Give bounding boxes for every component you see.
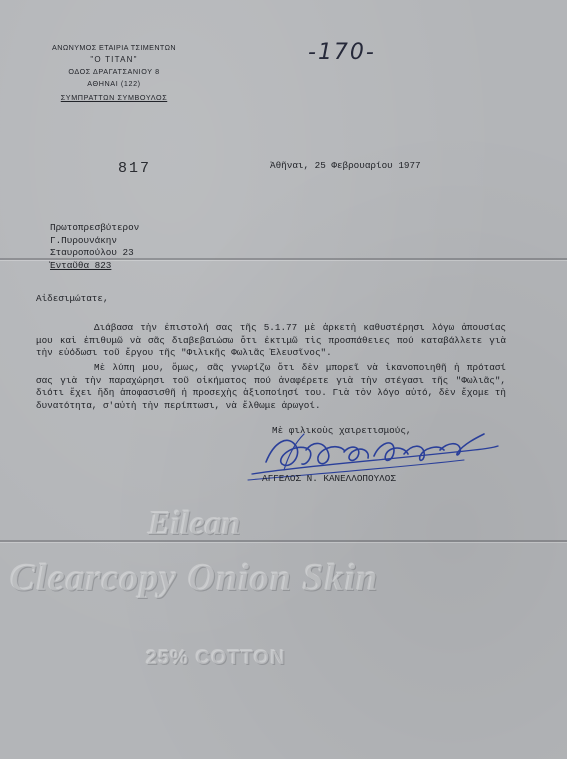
handwritten-number: -170- — [308, 40, 376, 65]
paper-watermark — [0, 500, 567, 700]
watermark-product: Clearcopy Onion Skin — [10, 557, 379, 599]
letterhead-city: ΑΘΗΝΑΙ (122) — [87, 79, 141, 88]
closing-line: Μὲ φιλικοὺς χαιρετισμούς, — [272, 425, 412, 436]
recipient-line: Σταυροπούλου 23 — [50, 247, 134, 258]
letterhead-department: ΣΥΜΠΡΑΤΤΩΝ ΣΥΜΒΟΥΛΟΣ — [60, 93, 168, 102]
watermark-brand: Eilean — [148, 505, 241, 542]
recipient-line: Γ.Πυρουνάκην — [50, 234, 117, 246]
watermark-composition: 25% COTTON — [146, 647, 286, 669]
letterhead-street: ΟΔΟΣ ΔΡΑΓΑΤΣΑΝΙΟΥ 8 — [68, 67, 160, 76]
letterhead-company: ΑΝΩΝΥΜΟΣ ΕΤΑΙΡΙΑ ΤΣΙΜΕΝΤΩΝ — [52, 43, 176, 52]
letterhead-name: "Ο ΤΙΤΑΝ" — [90, 55, 138, 64]
reference-number: 817 — [118, 160, 152, 177]
letterhead — [34, 42, 194, 104]
signatory-name: ΑΓΓΕΛΟΣ Ν. ΚΑΝΕΛΛΟΠΟΥΛΟΣ — [262, 473, 396, 484]
recipient-block — [50, 222, 139, 272]
letter-date: Ἀθῆναι, 25 Φεβρουαρίου 1977 — [270, 160, 421, 171]
body-paragraph-1: Διάβασα τὴν ἐπιστολή σας τῆς 5.1.77 μὲ ἀρκετὴ καθυστέρησι λόγω ἀπουσίας μου καὶ ἐπιθυμῶ νὰ σᾶς διαβεβαιώσω ὅτι ἐκτιμῶ τὶς προσπάθειες πού καταβάλλετε γιὰ τὴν εὐόδωσι τοῦ ἔργου τῆς "Φιλικῆς Φωλιᾶς Ἐλευσῖνος". — [36, 322, 506, 358]
recipient-line: Ἐνταῦθα 823 — [50, 259, 112, 271]
body-paragraph-2: Μὲ λύπη μου, ὅμως, σᾶς γνωρίζω ὅτι δὲν μπορεῖ νὰ ἱκανοποιηθῆ ἡ πρότασί σας γιὰ τὴν παραχώρησι τοῦ οἰκήματος πού ἀναφέρετε γιὰ τὴν στέγασι τῆς "Φωλιᾶς", διότι ἔχει ἤδη ἀποφασισθῆ ἡ προσεχὴς ἀξιοποίησί του. Γιὰ τὸν λόγο αὐτό, δὲν ἔχομε τὴ δυνατότητα, σ'αὐτὴ τὴν περίπτωσι, νὰ ἔλθωμε ἀρωγοί. — [36, 362, 506, 411]
recipient-line: Πρωτοπρεσβύτερον — [50, 222, 140, 233]
salutation: Αἰδεσιμώτατε, — [36, 293, 109, 304]
